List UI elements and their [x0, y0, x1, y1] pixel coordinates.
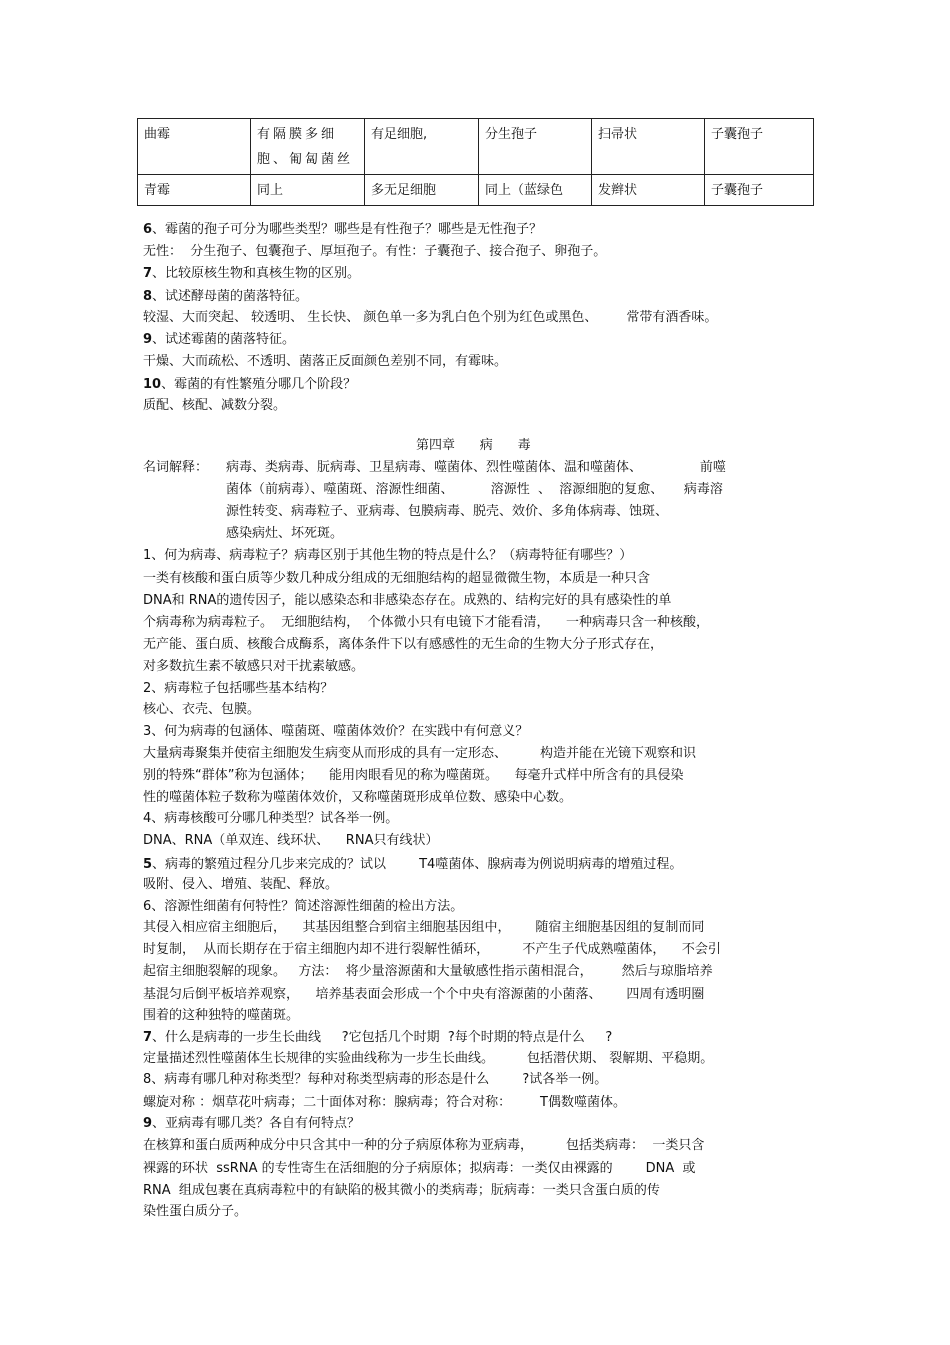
text-line: [143, 788, 572, 808]
line-text: 无性： 分生孢子、包囊孢子、厚垣孢子。有性：子囊孢子、接合孢子、卵孢子。: [143, 244, 607, 259]
line-text: 4、病毒核酸可分哪几种类型？试各举一例。: [143, 811, 399, 826]
chapter-title: 第四章 病 毒: [416, 438, 531, 453]
table-cell: 曲霉: [138, 119, 251, 175]
question-number: 7: [143, 266, 153, 281]
line-text: DNA和 RNA的遗传因子，能以感染态和非感染态存在。成熟的、结构完好的具有感染性的单: [143, 593, 672, 608]
text-line: [143, 679, 333, 699]
line-text: 6、溶源性细菌有何特性？简述溶源性细菌的检出方法。: [143, 899, 464, 914]
text-line: [143, 613, 709, 633]
line-text: 、比较原核生物和真核生物的区别。: [152, 266, 361, 281]
text-line: [143, 1049, 713, 1069]
table-cell: 发辫状: [592, 175, 705, 206]
table-cell: 分生孢子: [479, 119, 592, 175]
line-text: 其侵入相应宿主细胞后， 其基因组整合到宿主细胞基因组中， 随宿主细胞基因组的复制而同: [143, 920, 705, 935]
line-text: 裸露的环状 ssRNA 的专性寄生在活细胞的分子病原体；拟病毒：一类仅由裸露的 DNA 或: [143, 1161, 696, 1176]
text-line: [143, 855, 682, 875]
line-text: 、病毒的繁殖过程分几步来完成的？试以 T4噬菌体、腺病毒为例说明病毒的增殖过程。: [152, 857, 683, 872]
text-line: [143, 396, 286, 416]
line-text: 较湿、大而突起、 较透明、 生长快、 颜色单一多为乳白色个别为红色或黑色、 常带有酒香味。: [143, 310, 718, 325]
text-line: [143, 375, 356, 395]
text-line: [143, 985, 704, 1005]
text-line: [143, 287, 308, 307]
line-text: 基混匀后倒平板培养观察， 培养基表面会形成一个个中央有溶源菌的小菌落、 四周有透明圈: [143, 987, 705, 1002]
question-number: 9: [143, 1116, 153, 1131]
question-number: 10: [143, 377, 162, 392]
glossary-line: 菌体（前病毒）、噬菌斑、溶源性细菌、 溶源性 、 溶源细胞的复愈、 病毒溶: [226, 482, 723, 497]
text-line: [143, 1006, 299, 1026]
text-line: [143, 766, 684, 786]
table-cell: 子囊孢子: [705, 175, 814, 206]
text-line: [143, 1202, 247, 1222]
line-text: 螺旋对称 ：烟草花叶病毒；二十面体对称：腺病毒；符合对称： T偶数噬菌体。: [143, 1095, 627, 1110]
text-line: [143, 744, 696, 764]
table-cell: 有隔膜多细胞、匍匐菌丝: [251, 119, 365, 175]
line-text: 围着的这种独特的噬菌斑。: [143, 1008, 300, 1023]
table-cell: 有足细胞,: [365, 119, 479, 175]
line-text: RNA 组成包裹在真病毒粒中的有缺陷的极其微小的类病毒；朊病毒：一类只含蛋白质的传: [143, 1183, 660, 1198]
table-cell: 同上: [251, 175, 365, 206]
glossary-label: 名词解释：: [143, 460, 209, 475]
text-line: [143, 264, 360, 284]
table-cell: 扫帚状: [592, 119, 705, 175]
text-line: [143, 352, 507, 372]
line-text: 染性蛋白质分子。: [143, 1204, 248, 1219]
text-line: [143, 722, 528, 742]
line-text: 、亚病毒有哪几类？各自有何特点？: [152, 1116, 361, 1131]
question-number: 6: [143, 222, 153, 237]
line-text: 无产能、蛋白质、核酸合成酶系，离体条件下以有感感性的无生命的生物大分子形式存在，: [143, 637, 664, 652]
text-line: [143, 635, 663, 655]
text-line: [143, 918, 704, 938]
text-line: [143, 1159, 696, 1179]
line-text: 3、何为病毒的包涵体、噬菌斑、噬菌体效价？在实践中有何意义？: [143, 724, 529, 739]
line-text: 对多数抗生素不敏感只对干扰素敏感。: [143, 659, 365, 674]
line-text: 在核算和蛋白质两种成分中只含其中一种的分子病原体称为亚病毒， 包括类病毒： 一类只含: [143, 1138, 705, 1153]
line-text: 1、何为病毒、病毒粒子？病毒区别于其他生物的特点是什么？（病毒特征有哪些？）: [143, 548, 633, 563]
text-line: [143, 940, 721, 960]
text-line: [143, 809, 398, 829]
line-text: 定量描述烈性噬菌体生长规律的实验曲线称为一步生长曲线。 包括潜伏期、 裂解期、平稳期。: [143, 1051, 714, 1066]
line-text: 吸附、侵入、增殖、装配、释放。: [143, 877, 339, 892]
table-cell: 青霉: [138, 175, 251, 206]
table-row: [138, 119, 814, 175]
line-text: 个病毒称为病毒粒子。 无细胞结构， 个体微小只有电镜下才能看清， 一种病毒只含一种核酸，: [143, 615, 710, 630]
line-text: 别的特殊“群体”称为包涵体； 能用肉眼看见的称为噬菌斑。 每毫升式样中所含有的具侵染: [143, 768, 684, 783]
line-text: 、什么是病毒的一步生长曲线 ?它包括几个时期 ?每个时期的特点是什么 ?: [152, 1030, 613, 1045]
text-line: [143, 1136, 704, 1156]
text-line: [143, 897, 463, 917]
line-text: 核心、衣壳、包膜。: [143, 702, 261, 717]
text-line: [143, 591, 671, 611]
glossary-line: 感染病灶、坏死斑。: [226, 526, 344, 541]
text-line: [143, 1114, 360, 1134]
table-cell: 子囊孢子: [705, 119, 814, 175]
question-number: 8: [143, 289, 153, 304]
table-cell: 同上（蓝绿色: [479, 175, 592, 206]
line-text: 干燥、大而疏松、不透明、菌落正反面颜色差别不同，有霉味。: [143, 354, 508, 369]
question-number: 5: [143, 857, 153, 872]
text-line: [143, 875, 338, 895]
line-text: 质配、核配、减数分裂。: [143, 398, 287, 413]
text-line: [143, 1070, 607, 1090]
text-line: [143, 242, 606, 262]
line-text: 一类有核酸和蛋白质等少数几种成分组成的无细胞结构的超显微微生物，本质是一种只含: [143, 571, 651, 586]
line-text: 2、病毒粒子包括哪些基本结构？: [143, 681, 334, 696]
line-text: 时复制， 从而长期存在于宿主细胞内却不进行裂解性循环， 不产生子代成熟噬菌体， 不会引: [143, 942, 721, 957]
line-text: 8、病毒有哪几种对称类型？每种对称类型病毒的形态是什么 ?试各举一例。: [143, 1072, 608, 1087]
glossary-line: 病毒、类病毒、朊病毒、卫星病毒、噬菌体、烈性噬菌体、温和噬菌体、 前噬: [226, 460, 726, 475]
fungi-comparison-table: [137, 118, 814, 206]
table-row: [138, 175, 814, 206]
text-line: [143, 1181, 660, 1201]
line-text: 性的噬菌体粒子数称为噬菌体效价，又称噬菌斑形成单位数、感染中心数。: [143, 790, 573, 805]
text-line: [143, 657, 364, 677]
text-line: [143, 1093, 626, 1113]
line-text: 、试述霉菌的菌落特征。: [152, 332, 296, 347]
text-line: [143, 546, 632, 566]
text-line: [143, 962, 713, 982]
text-line: [143, 700, 260, 720]
text-line: [143, 831, 438, 851]
line-text: 大量病毒聚集并使宿主细胞发生病变从而形成的具有一定形态、 构造并能在光镜下观察和识: [143, 746, 697, 761]
question-number: 7: [143, 1030, 153, 1045]
text-line: [143, 569, 650, 589]
glossary-line: 源性转变、病毒粒子、亚病毒、包膜病毒、脱壳、效价、多角体病毒、蚀斑、: [226, 504, 669, 519]
table-cell: 多无足细胞: [365, 175, 479, 206]
text-line: [143, 1028, 612, 1048]
line-text: DNA、RNA（单双连、线环状、 RNA只有线状）: [143, 833, 439, 848]
line-text: 、霉菌的有性繁殖分哪几个阶段？: [161, 377, 357, 392]
text-line: [143, 220, 542, 240]
text-line: [143, 330, 295, 350]
line-text: 、霉菌的孢子可分为哪些类型？哪些是有性孢子？哪些是无性孢子？: [152, 222, 543, 237]
text-line: [143, 308, 717, 328]
line-text: 起宿主细胞裂解的现象。 方法： 将少量溶源菌和大量敏感性指示菌相混合， 然后与琼脂培养: [143, 964, 713, 979]
line-text: 、试述酵母菌的菌落特征。: [152, 289, 309, 304]
question-number: 9: [143, 332, 153, 347]
